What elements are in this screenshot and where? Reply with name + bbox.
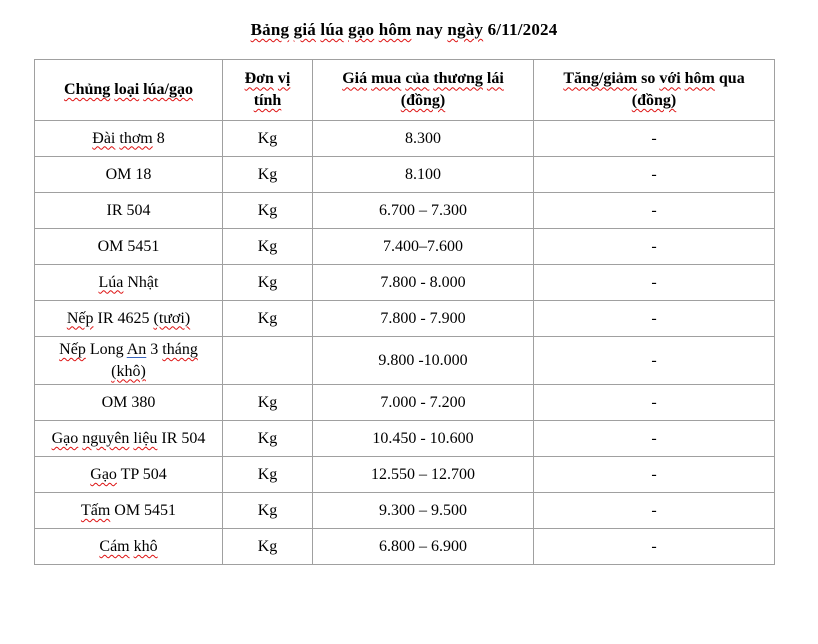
- word: 18: [135, 165, 152, 183]
- cell-change: -: [534, 337, 775, 385]
- cell-unit: Kg: [223, 385, 313, 421]
- cell-unit: Kg: [223, 457, 313, 493]
- word: IR: [97, 309, 114, 327]
- word: tháng: [162, 341, 198, 358]
- word: 5451: [127, 237, 160, 255]
- word: ngày: [447, 20, 484, 39]
- table-row: [35, 157, 775, 193]
- cell-price: 7.800 - 8.000: [313, 265, 534, 301]
- cell-price: 7.000 - 7.200: [313, 385, 534, 421]
- cell-price: 9.800 -10.000: [313, 337, 534, 385]
- cell-price: 9.300 – 9.500: [313, 493, 534, 529]
- word: mua: [371, 70, 402, 88]
- page-title: [34, 20, 774, 40]
- cell-variety: [35, 229, 223, 265]
- word: Bảng: [250, 20, 290, 39]
- word: liệu: [133, 429, 158, 447]
- word: Đơn: [244, 70, 274, 88]
- word: IR: [106, 201, 123, 219]
- word: với: [659, 70, 681, 88]
- cell-change: -: [534, 529, 775, 565]
- word: loại: [114, 81, 140, 99]
- table-row: [35, 421, 775, 457]
- cell-price: 6.700 – 7.300: [313, 193, 534, 229]
- word: lúa: [320, 20, 344, 39]
- word: An: [126, 341, 147, 358]
- cell-price: 12.550 – 12.700: [313, 457, 534, 493]
- cell-variety: [35, 493, 223, 529]
- cell-variety: [35, 193, 223, 229]
- cell-change: -: [534, 457, 775, 493]
- cell-price: 10.450 - 10.600: [313, 421, 534, 457]
- word: lái: [486, 70, 504, 88]
- word: TP: [120, 465, 139, 483]
- word: (khô): [111, 362, 146, 380]
- word: vị: [277, 70, 291, 88]
- word: Chủng: [64, 81, 111, 99]
- cell-change: -: [534, 229, 775, 265]
- table-row: [35, 337, 775, 385]
- table-row: [35, 265, 775, 301]
- cell-price: 7.800 - 7.900: [313, 301, 534, 337]
- rice-price-table: [34, 59, 775, 565]
- word: OM: [97, 237, 124, 255]
- col-header-price: [313, 60, 534, 121]
- col-header-unit: [223, 60, 313, 121]
- word: 504: [181, 429, 206, 447]
- col-header-variety: [35, 60, 223, 121]
- cell-unit: Kg: [223, 529, 313, 565]
- word: qua: [718, 70, 745, 88]
- word: so: [641, 70, 656, 88]
- word: IR: [161, 429, 178, 447]
- cell-variety: [35, 337, 223, 385]
- word: Lúa: [98, 273, 124, 291]
- table-row: [35, 493, 775, 529]
- table-row: [35, 301, 775, 337]
- cell-unit: Kg: [223, 157, 313, 193]
- cell-price: 8.100: [313, 157, 534, 193]
- word: thơm: [119, 129, 153, 147]
- word: OM: [114, 501, 141, 519]
- cell-variety: [35, 421, 223, 457]
- word: 6/11/2024: [487, 20, 558, 39]
- word: khô: [133, 537, 158, 555]
- cell-change: -: [534, 301, 775, 337]
- word: Gạo: [90, 465, 117, 483]
- word: thương: [433, 70, 483, 88]
- word: 4625: [117, 309, 150, 327]
- cell-unit: Kg: [223, 193, 313, 229]
- table-row: [35, 529, 775, 565]
- word: nay: [415, 20, 443, 39]
- word: Long: [89, 341, 124, 358]
- word: Giá: [342, 70, 368, 88]
- cell-price: 7.400–7.600: [313, 229, 534, 265]
- word: (đồng): [400, 92, 446, 109]
- word: tính: [253, 92, 282, 109]
- word: Nhật: [127, 273, 159, 291]
- word: (tươi): [153, 309, 191, 327]
- cell-change: -: [534, 493, 775, 529]
- cell-unit: Kg: [223, 121, 313, 157]
- word: Nếp: [59, 341, 86, 358]
- word: OM: [101, 393, 128, 411]
- cell-variety: [35, 385, 223, 421]
- word: Tấm: [80, 501, 111, 519]
- word: Nếp: [66, 309, 94, 327]
- cell-change: -: [534, 121, 775, 157]
- word: 5451: [144, 501, 177, 519]
- word: gạo: [348, 20, 375, 39]
- cell-unit: [223, 337, 313, 385]
- word: OM: [105, 165, 132, 183]
- cell-change: -: [534, 193, 775, 229]
- word: 8: [156, 129, 165, 147]
- table-row: [35, 385, 775, 421]
- cell-change: -: [534, 421, 775, 457]
- cell-price: 8.300: [313, 121, 534, 157]
- col-header-change: [534, 60, 775, 121]
- cell-change: -: [534, 385, 775, 421]
- word: 380: [131, 393, 156, 411]
- table-row: [35, 229, 775, 265]
- cell-variety: [35, 457, 223, 493]
- cell-unit: Kg: [223, 229, 313, 265]
- cell-variety: [35, 301, 223, 337]
- cell-variety: [35, 265, 223, 301]
- table-row: [35, 457, 775, 493]
- word: Cám: [99, 537, 130, 555]
- cell-variety: [35, 157, 223, 193]
- word: (đồng): [631, 92, 677, 109]
- cell-change: -: [534, 157, 775, 193]
- table-row: [35, 193, 775, 229]
- cell-price: 6.800 – 6.900: [313, 529, 534, 565]
- cell-change: -: [534, 265, 775, 301]
- cell-variety: [35, 529, 223, 565]
- word: giá: [293, 20, 316, 39]
- cell-variety: [35, 121, 223, 157]
- word: Tăng/giảm: [563, 70, 638, 88]
- cell-unit: Kg: [223, 301, 313, 337]
- word: hôm: [378, 20, 412, 39]
- table-body: [35, 121, 775, 565]
- cell-unit: Kg: [223, 265, 313, 301]
- table-header-row: [35, 60, 775, 121]
- word: Gạo: [51, 429, 79, 447]
- word: 504: [126, 201, 151, 219]
- word: Đài: [92, 129, 116, 147]
- word: 504: [142, 465, 167, 483]
- cell-unit: Kg: [223, 493, 313, 529]
- word: hôm: [684, 70, 715, 88]
- word: của: [405, 70, 430, 88]
- table-row: [35, 121, 775, 157]
- word: nguyên: [82, 429, 130, 447]
- word: 3: [150, 341, 159, 358]
- word: lúa/gạo: [143, 81, 193, 99]
- cell-unit: Kg: [223, 421, 313, 457]
